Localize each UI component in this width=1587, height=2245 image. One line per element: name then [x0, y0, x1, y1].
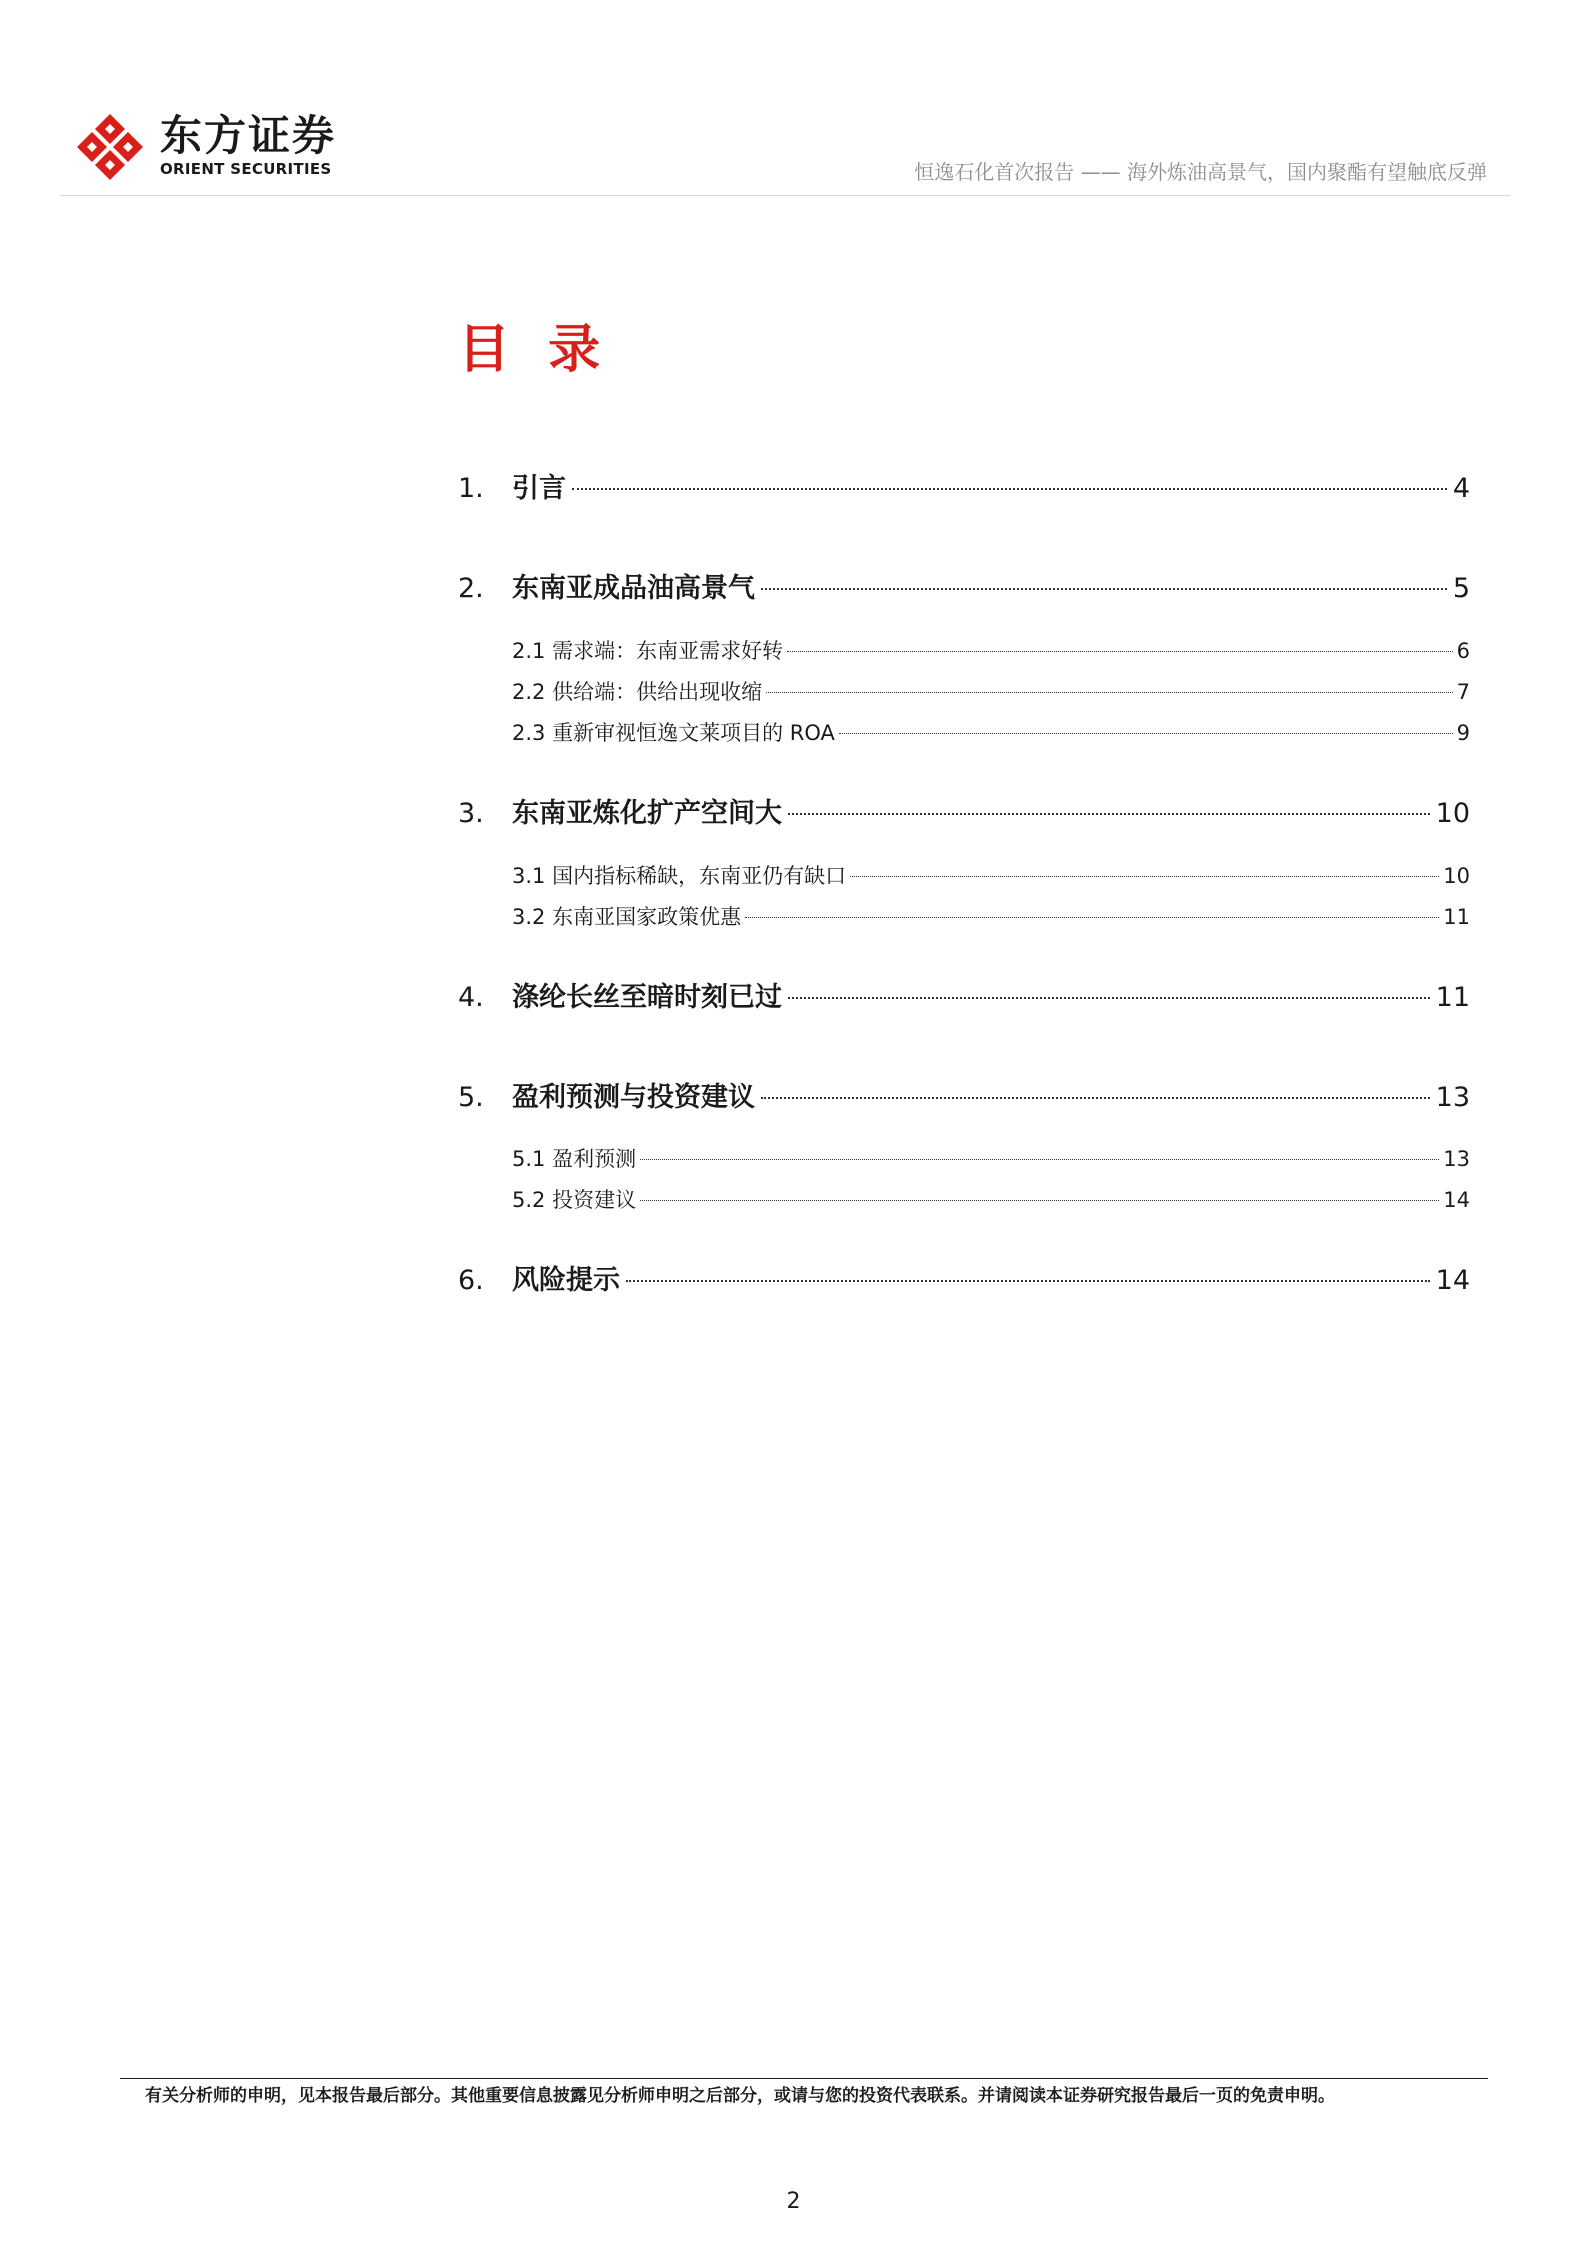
toc-entry-title: 盈利预测与投资建议	[512, 1082, 755, 1113]
toc-dot-leader	[766, 692, 1453, 693]
toc-entry-title: 涤纶长丝至暗时刻已过	[512, 982, 782, 1013]
toc-entry-page: 13	[1435, 1082, 1470, 1113]
toc-entry-title: 2.1 需求端：东南亚需求好转	[512, 639, 784, 663]
toc-dot-leader	[640, 1159, 1439, 1160]
toc-entry-number: 4.	[458, 982, 484, 1013]
toc-entry-page: 11	[1435, 982, 1470, 1013]
toc-entry-3[interactable]	[458, 795, 1470, 833]
toc-entry-number: 5.	[458, 1082, 484, 1113]
toc-entry-5-2[interactable]	[458, 1185, 1470, 1215]
toc-entry-page: 9	[1456, 721, 1470, 745]
toc-entry-title: 2.2 供给端：供给出现收缩	[512, 680, 763, 704]
toc-entry-title: 东南亚成品油高景气	[512, 573, 755, 604]
toc-dot-leader	[626, 1280, 1430, 1282]
orient-securities-logo-icon	[75, 112, 145, 182]
footer-divider	[120, 2078, 1488, 2079]
toc-dot-leader	[850, 876, 1439, 877]
toc-entry-title: 5.2 投资建议	[512, 1188, 637, 1212]
toc-entry-2-2[interactable]	[458, 677, 1470, 707]
toc-entry-title: 5.1 盈利预测	[512, 1147, 637, 1171]
toc-entry-number: 6.	[458, 1265, 484, 1296]
toc-dot-leader	[572, 488, 1447, 490]
brand-name-cn: 东方证券	[160, 111, 337, 160]
footer-disclaimer: 有关分析师的申明，见本报告最后部分。其他重要信息披露见分析师申明之后部分，或请与您的投资代表联系。并请阅读本证券研究报告最后一页的免责申明。	[145, 2086, 1335, 2106]
toc-entry-3-1[interactable]	[458, 861, 1470, 891]
toc-entry-page: 10	[1435, 798, 1470, 829]
toc-entry-page: 14	[1443, 1188, 1470, 1212]
toc-entry-number: 1.	[458, 473, 484, 504]
toc-entry-title: 3.2 东南亚国家政策优惠	[512, 905, 742, 929]
toc-dot-leader	[761, 1097, 1430, 1099]
toc-dot-leader	[788, 997, 1430, 999]
toc-entry-page: 4	[1452, 473, 1470, 504]
toc-entry-3-2[interactable]	[458, 902, 1470, 932]
toc-entry-title: 2.3 重新审视恒逸文莱项目的 ROA	[512, 721, 835, 745]
toc-dot-leader	[787, 651, 1453, 652]
toc-dot-leader	[839, 733, 1453, 734]
toc-entry-page: 14	[1435, 1265, 1470, 1296]
toc-entry-5[interactable]	[458, 1079, 1470, 1117]
toc-entry-title: 东南亚炼化扩产空间大	[512, 798, 782, 829]
page-header	[0, 0, 1587, 200]
page-number: 2	[786, 2189, 801, 2214]
toc-entry-number: 3.	[458, 798, 484, 829]
report-title: 恒逸石化首次报告 —— 海外炼油高景气，国内聚酯有望触底反弹	[914, 160, 1487, 184]
toc-entry-page: 6	[1456, 639, 1470, 663]
brand-name-en: ORIENT SECURITIES	[160, 160, 332, 178]
toc-entry-page: 5	[1452, 573, 1470, 604]
toc-heading: 目 录	[458, 320, 611, 380]
header-divider	[60, 195, 1510, 196]
toc-entry-2-1[interactable]	[458, 636, 1470, 666]
toc-dot-leader	[788, 813, 1430, 815]
toc-entry-title: 引言	[512, 473, 566, 504]
toc-entry-page: 13	[1443, 1147, 1470, 1171]
toc-entry-title: 风险提示	[512, 1265, 620, 1296]
toc-entry-6[interactable]	[458, 1262, 1470, 1300]
toc-dot-leader	[761, 588, 1447, 590]
toc-entry-page: 10	[1443, 864, 1470, 888]
toc-entry-title: 3.1 国内指标稀缺，东南亚仍有缺口	[512, 864, 847, 888]
toc-entry-1[interactable]	[458, 470, 1470, 508]
toc-dot-leader	[640, 1200, 1439, 1201]
toc-entry-number: 2.	[458, 573, 484, 604]
toc-entry-4[interactable]	[458, 979, 1470, 1017]
toc-entry-page: 7	[1456, 680, 1470, 704]
toc-entry-2[interactable]	[458, 570, 1470, 608]
toc-entry-2-3[interactable]	[458, 718, 1470, 748]
toc-dot-leader	[745, 917, 1439, 918]
toc-entry-page: 11	[1443, 905, 1470, 929]
toc-entry-5-1[interactable]	[458, 1144, 1470, 1174]
